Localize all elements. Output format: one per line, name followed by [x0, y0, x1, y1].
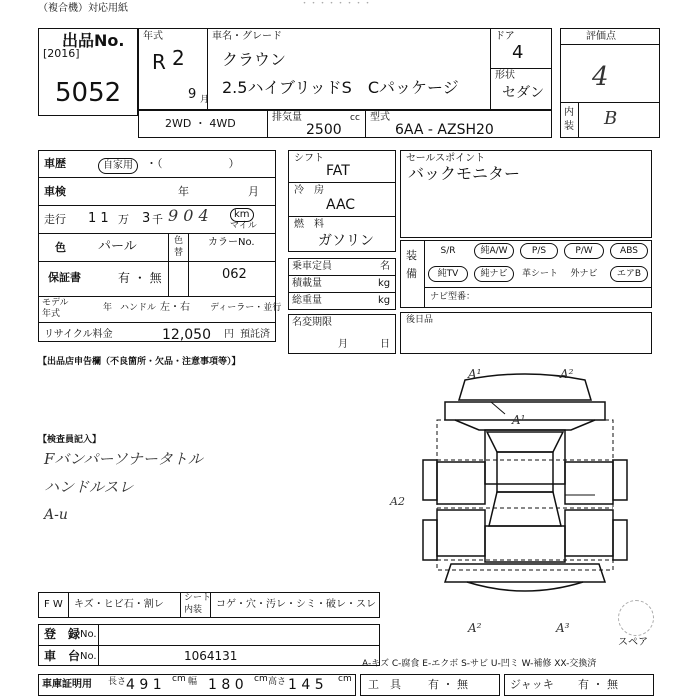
fuel-label: 燃 料	[294, 219, 324, 230]
mark-rear-right: A³	[556, 621, 570, 635]
mileage-value-b: 3	[142, 211, 151, 226]
equip-navi: 純ナビ	[474, 266, 514, 282]
lot-label: 出品No.	[62, 31, 125, 50]
aircon-value: AAC	[326, 197, 356, 213]
cert-width: 1 8 0	[208, 677, 244, 693]
shift-label: シフト	[294, 153, 324, 164]
mark-front-left: A¹	[468, 367, 482, 381]
capacity-label: 乗車定員	[292, 261, 332, 272]
history-rest: ・（ ）	[146, 157, 240, 170]
model-grade: 2.5ハイブリッドS Cパッケージ	[222, 78, 459, 97]
mark-front-right: A²	[560, 367, 574, 381]
score-value: 4	[592, 62, 609, 92]
warranty-value: 有 ・ 無	[118, 271, 162, 285]
model-year-dealer: ディーラー・並行	[210, 303, 282, 313]
recycle-label: リサイクル料金	[44, 329, 113, 340]
inspector-line-2: ハンドルスレ	[44, 478, 134, 496]
name-change-label: 名変期限	[292, 317, 332, 328]
color-code: 062	[222, 267, 247, 282]
equipment-label-2: 備	[406, 267, 417, 280]
tools-value: 有 ・ 無	[428, 678, 468, 691]
body-type-value: セダン	[502, 85, 545, 101]
displacement-label: 排気量	[272, 112, 302, 123]
year-month-unit: 月	[200, 95, 210, 105]
cert-len: 4 9 1	[126, 677, 162, 693]
seller-notes-label: 【出品店申告欄（不良箇所・欠品・注意事項等）】	[38, 357, 241, 367]
interior-label-1: 内	[564, 107, 574, 118]
car-damage-diagram	[395, 360, 655, 625]
model-name: クラウン	[222, 50, 287, 69]
form-note: （複合機）対応用紙	[38, 3, 128, 14]
equip-pw: P/W	[564, 243, 604, 259]
door-value: 4	[512, 42, 524, 63]
history-label: 車歴	[44, 157, 66, 170]
mark-side: A2	[390, 495, 405, 508]
lot-number: 5052	[55, 78, 122, 108]
warranty-label: 保証書	[48, 271, 81, 284]
fw-seat-2: 内装	[184, 605, 203, 615]
cert-width-label: 幅	[188, 677, 198, 687]
navi-model-label: ナビ型番：	[430, 292, 476, 302]
damage-legend: A-キズ C-腐食 E-エクボ S-サビ U-凹ミ W-補修 XX-交換済	[362, 659, 597, 669]
equip-tv: 純TV	[428, 266, 468, 282]
color-value: パール	[98, 239, 137, 254]
registration-no: No.	[80, 629, 97, 640]
chassis-value: 1064131	[184, 649, 238, 663]
cert-height-label: 高さ	[268, 677, 287, 687]
model-code-label: 型式	[370, 112, 390, 123]
registration-label: 登 録	[44, 627, 81, 641]
inspector-line-1: Fバンパーソナータトル	[44, 450, 203, 468]
fw-label: F W	[44, 599, 63, 610]
fw-items: キズ・ヒビ石・割レ	[74, 599, 164, 610]
equip-airbag: エアB	[610, 266, 648, 282]
year-month: 9	[188, 87, 197, 102]
equip-ps: P/S	[520, 243, 558, 259]
model-year-year: 年	[103, 303, 113, 313]
jack-value: 有 ・ 無	[578, 678, 618, 691]
year-label: 年式	[143, 31, 163, 42]
color-label: 色	[55, 241, 66, 254]
tools-label: 工 具	[368, 678, 401, 691]
mileage-unit-km: km	[230, 208, 254, 222]
fw-seat-items: コゲ・穴・汚レ・シミ・破レ・スレ	[216, 599, 376, 610]
equip-leather: 革シート	[521, 269, 558, 279]
capacity-unit: 名	[380, 261, 390, 272]
cert-height-unit: cm	[338, 674, 352, 684]
mileage-value-a: 1 1	[88, 211, 109, 226]
cert-len-label: 長さ	[108, 677, 127, 687]
mileage-sen: 千	[152, 213, 163, 226]
body-type-label: 形状	[495, 70, 515, 81]
gross-label: 総重量	[292, 295, 322, 306]
equipment-label-1: 装	[406, 249, 417, 262]
header-faint-text: ・・・・・・・・	[300, 0, 373, 9]
model-year-label-1: モデル	[42, 298, 69, 308]
aircon-label: 冷 房	[294, 185, 324, 196]
cert-height: 1 4 5	[288, 677, 324, 693]
mark-roof: A¹	[512, 413, 526, 427]
interior-value: B	[604, 108, 618, 129]
score-label: 評価点	[586, 31, 616, 42]
color-change-2: 替	[174, 248, 184, 258]
name-change-month: 月	[338, 339, 348, 350]
chassis-no: No.	[80, 651, 97, 662]
mileage-value-c: 9 0 4	[168, 206, 209, 225]
model-year-label-2: 年式	[42, 309, 61, 319]
displacement-unit: cc	[350, 113, 360, 123]
sales-point-label: セールスポイント	[406, 153, 486, 164]
door-label: ドア	[495, 31, 515, 42]
inspection-label: 車検	[44, 185, 66, 198]
load-label: 積載量	[292, 278, 322, 289]
drive-value: 2WD ・ 4WD	[165, 117, 236, 130]
equip-abs: ABS	[610, 243, 648, 259]
displacement-value: 2500	[306, 122, 342, 138]
equip-ext-navi: 外ナビ	[570, 269, 598, 279]
fw-seat-1: シート	[184, 593, 212, 603]
model-code-value: 6AA - AZSH20	[395, 122, 494, 138]
fuel-value: ガソリン	[318, 233, 374, 249]
load-unit: kg	[378, 278, 391, 289]
mark-rear-left: A²	[468, 621, 482, 635]
after-date-box	[400, 312, 652, 354]
jack-label: ジャッキ	[510, 678, 554, 691]
color-code-label: カラーNo.	[208, 237, 255, 248]
shift-value: FAT	[326, 163, 350, 179]
equip-aw: 純A/W	[474, 243, 514, 259]
year-value: 2	[172, 46, 185, 70]
mileage-label: 走行	[44, 213, 66, 226]
recycle-deposit: 預託済	[240, 329, 270, 340]
model-label: 車名・グレード	[212, 31, 282, 42]
interior-label-2: 装	[564, 121, 574, 132]
inspector-notes-label: 【検査員記入】	[38, 435, 102, 445]
lot-year-stamp: [2016]	[43, 47, 80, 60]
chassis-label: 車 台	[44, 649, 81, 663]
spare-tire-icon	[618, 600, 654, 636]
mileage-unit-mile: マイル	[230, 221, 257, 231]
inspector-line-3: A-u	[44, 507, 68, 523]
after-date-label: 後日品	[406, 315, 434, 325]
recycle-unit: 円	[224, 329, 234, 340]
sales-point-value: バックモニター	[408, 164, 521, 183]
year-era: R	[152, 50, 166, 74]
cert-label: 車庫証明用	[42, 679, 92, 690]
history-private: 自家用	[98, 158, 138, 174]
model-year-handle-value: 左・右	[160, 302, 190, 313]
spare-label: スペア	[618, 637, 648, 648]
model-year-handle: ハンドル	[120, 303, 157, 313]
cert-width-unit: cm	[254, 674, 268, 684]
name-change-day: 日	[380, 339, 390, 350]
gross-unit: kg	[378, 295, 391, 306]
recycle-value: 12,050	[162, 327, 211, 343]
inspection-month: 月	[248, 185, 259, 198]
equip-sr: S/R	[440, 246, 456, 256]
cert-len-unit: cm	[172, 674, 186, 684]
inspection-year: 年	[178, 185, 189, 198]
mileage-man: 万	[118, 213, 129, 226]
color-change-1: 色	[174, 236, 184, 246]
